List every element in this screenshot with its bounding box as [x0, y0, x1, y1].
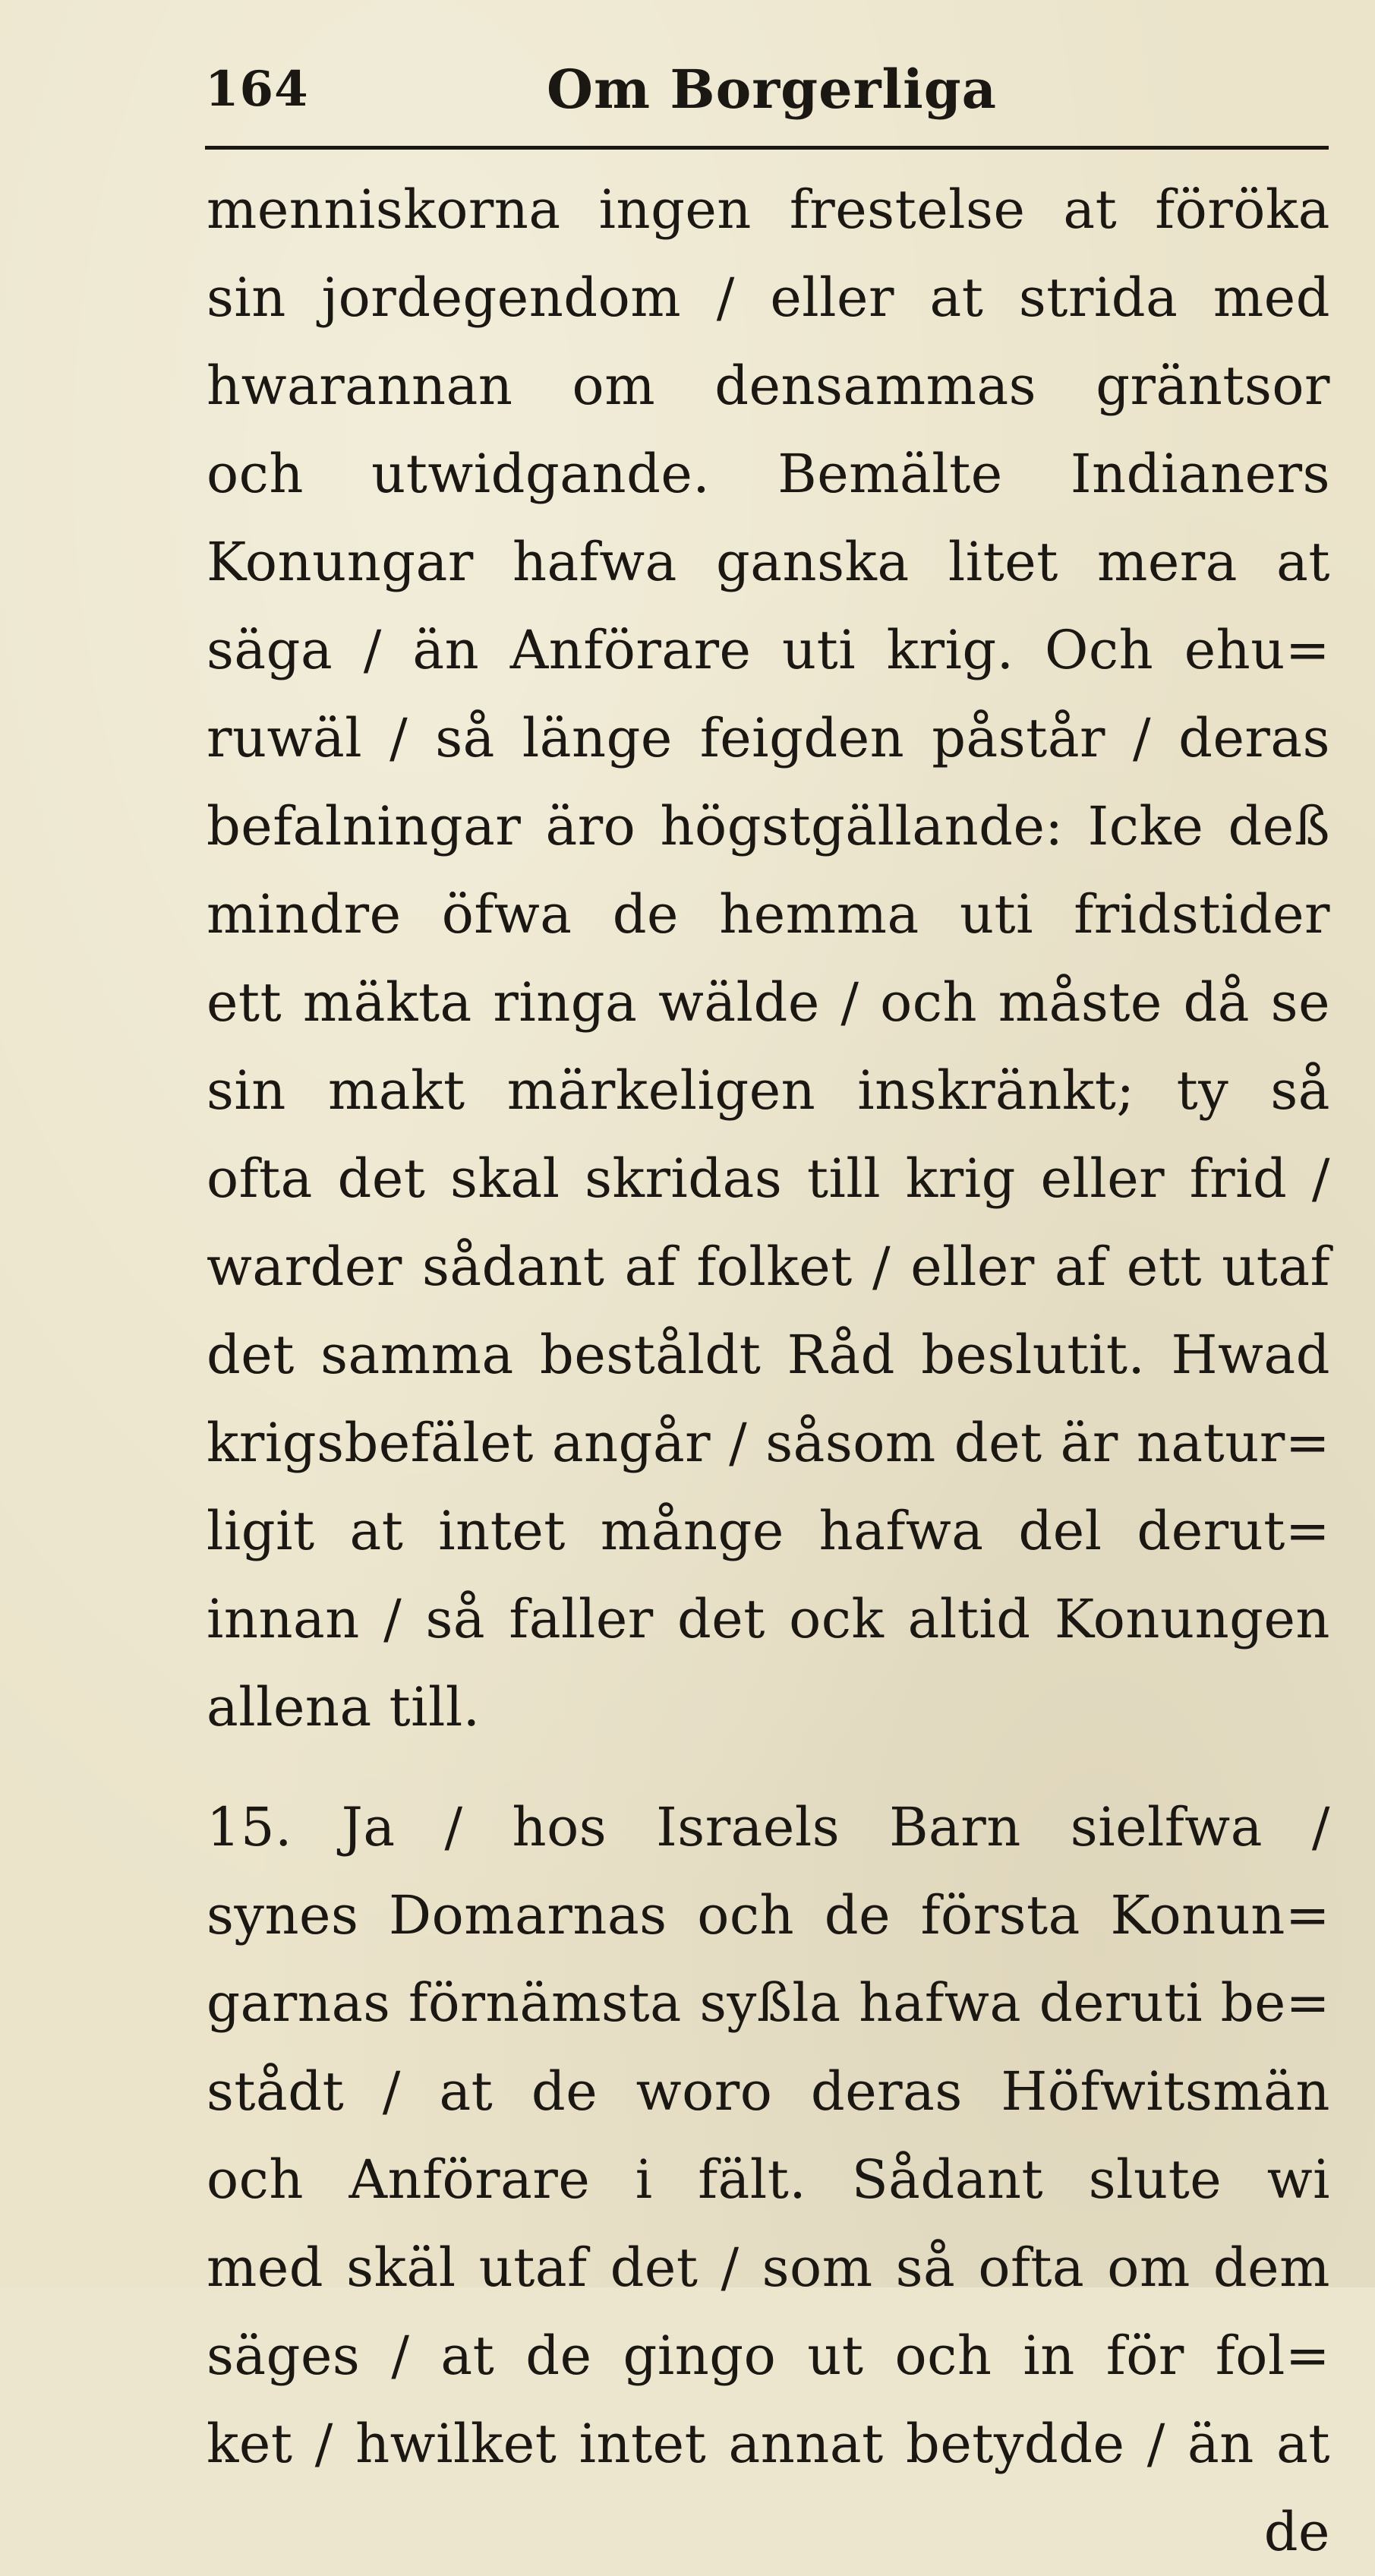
- text-line: säga / än Anförare uti krig. Och ehu=: [207, 619, 1330, 681]
- page-number: 164: [205, 61, 309, 118]
- text-line: Konungar hafwa ganska litet mera at: [207, 531, 1330, 593]
- text-line: synes Domarnas och de första Konun=: [207, 1884, 1330, 1946]
- text-line: warder sådant af folket / eller af ett utaf: [207, 1236, 1330, 1298]
- text-line: ofta det skal skridas till krig eller frid /: [207, 1148, 1330, 1210]
- text-line: ligit at intet månge hafwa del derut=: [207, 1500, 1330, 1562]
- paragraph-gap: [207, 1751, 1330, 1783]
- text-line: hwarannan om densammas gräntsor: [207, 355, 1330, 417]
- text-line: med skäl utaf det / som så ofta om dem: [207, 2237, 1330, 2299]
- text-line: 15. Ja / hos Israels Barn sielfwa /: [207, 1796, 1330, 1858]
- text-line: krigsbefälet angår / såsom det är natur=: [207, 1412, 1330, 1474]
- body-text: [207, 166, 1330, 2576]
- text-line: garnas förnämsta syßla hafwa deruti be=: [207, 1973, 1330, 2034]
- text-line: menniskorna ingen frestelse at föröka: [207, 178, 1330, 241]
- text-line: ket / hwilket intet annat betydde / än at: [207, 2413, 1330, 2475]
- running-head: Om Borgerliga: [547, 58, 997, 121]
- catchword: de: [1263, 2501, 1330, 2563]
- text-line: ett mäkta ringa wälde / och måste då se: [207, 971, 1330, 1034]
- text-line: och Anförare i fält. Sådant slute wi: [207, 2148, 1330, 2211]
- text-line: ruwäl / så länge feigden påstår / deras: [207, 707, 1330, 769]
- text-line: sin jordegendom / eller at strida med: [207, 267, 1330, 329]
- text-line: mindre öfwa de hemma uti fridstider: [207, 883, 1330, 945]
- text-line: befalningar äro högstgällande: Icke deß: [207, 795, 1330, 857]
- page-header: [205, 53, 1329, 137]
- text-line: innan / så faller det ock altid Konungen: [207, 1588, 1330, 1650]
- text-line: stådt / at de woro deras Höfwitsmän: [207, 2060, 1330, 2123]
- paragraph-1: [207, 166, 1330, 1751]
- text-line: sin makt märkeligen inskränkt; ty så: [207, 1059, 1330, 1122]
- paragraph-2: [207, 1783, 1330, 2488]
- text-line: och utwidgande. Bemälte Indianers: [207, 443, 1330, 505]
- header-rule: [205, 146, 1329, 150]
- text-line: det samma beståldt Råd beslutit. Hwad: [207, 1324, 1330, 1386]
- text-line: allena till.: [207, 1676, 481, 1738]
- text-line: säges / at de gingo ut och in för fol=: [207, 2325, 1330, 2387]
